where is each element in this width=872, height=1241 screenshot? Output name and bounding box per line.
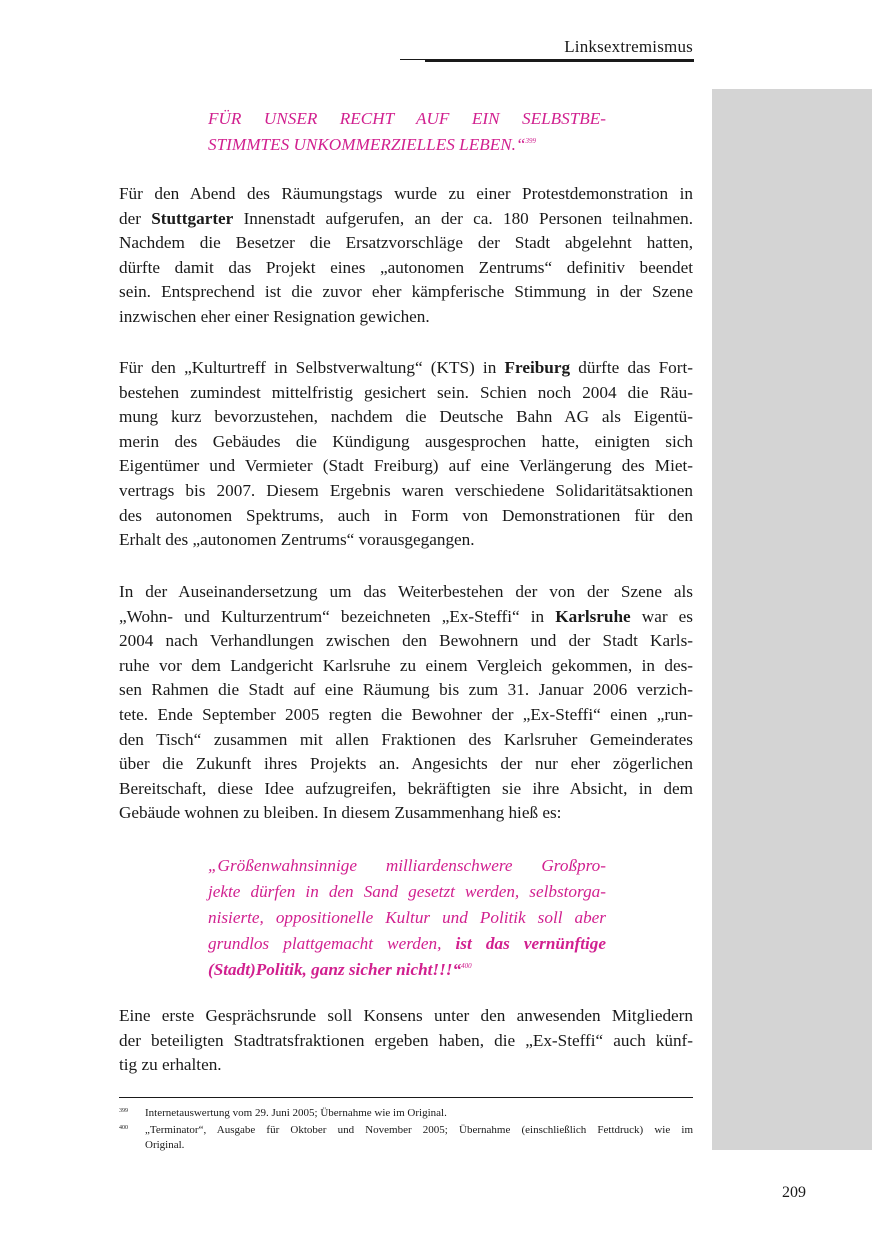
text-line bbox=[119, 256, 693, 281]
text-run: vertrags bis 2007. Diesem Ergebnis waren verschiedene Solidaritätsaktionen bbox=[119, 480, 693, 500]
text-run: den Tisch“ zusammen mit allen Fraktionen des Karlsruher Gemeinderates bbox=[119, 729, 693, 749]
text-run: Bereitschaft, diese Idee aufzugreifen, bekräftigten sie ihre Absicht, in dem bbox=[119, 778, 693, 798]
text-line bbox=[119, 777, 693, 802]
footnote-number: 399 bbox=[119, 1108, 128, 1114]
text-run: Erhalt des „autonomen Zentrums“ vorausgegangen. bbox=[119, 530, 475, 550]
text-run: der beteiligten Stadtratsfraktionen ergeben haben, die „Ex-Steffi“ auch künf- bbox=[119, 1030, 693, 1050]
text-line bbox=[119, 454, 693, 479]
text-line bbox=[119, 405, 693, 430]
text-run: inzwischen eher einer Resignation gewichen. bbox=[119, 306, 430, 326]
quote-line: FÜR UNSER RECHT AUF EIN SELBSTBE- bbox=[208, 109, 606, 128]
text-run: ruhe vor dem Landgericht Karlsruhe zu einem Vergleich gekommen, in des- bbox=[119, 655, 693, 675]
text-line bbox=[119, 703, 693, 728]
text-run: mung kurz bevorzustehen, nachdem die Deutsche Bahn AG als Eigentü- bbox=[119, 407, 693, 427]
text-line bbox=[119, 528, 693, 553]
text-run: dürfte damit das Projekt eines „autonomen Zentrums“ definitiv beendet bbox=[119, 257, 693, 277]
quote-block-2 bbox=[208, 853, 606, 983]
quote-line: jekte dürfen in den Sand gesetzt werden, selbstorga- bbox=[208, 882, 606, 901]
footnote-400 bbox=[119, 1123, 693, 1153]
running-header: Linksextremismus bbox=[564, 37, 693, 56]
margin-sidebar bbox=[712, 89, 872, 1150]
bold-place-name: Stuttgarter bbox=[151, 208, 234, 228]
text-line bbox=[119, 430, 693, 455]
text-line bbox=[119, 728, 693, 753]
text-run: tig zu erhalten. bbox=[119, 1055, 222, 1075]
text-run: In der Auseinandersetzung um das Weiterbestehen der von der Szene als bbox=[119, 582, 693, 601]
text-run: sein. Entsprechend ist die zuvor eher kämpferische Stimmung in der Szene bbox=[119, 282, 693, 302]
text-run: Eine erste Gesprächsrunde soll Konsens unter den anwesenden Mitgliedern bbox=[119, 1006, 693, 1025]
text-line bbox=[119, 356, 693, 381]
paragraph-gespraechsrunde bbox=[119, 1004, 693, 1078]
text-run: der bbox=[119, 208, 152, 228]
text-line bbox=[119, 752, 693, 777]
text-line bbox=[119, 381, 693, 406]
text-run: 2004 nach Verhandlungen zwischen den Bewohnern und der Stadt Karls- bbox=[119, 631, 693, 651]
text-line bbox=[119, 1053, 693, 1078]
text-run: Eigentümer und Vermieter (Stadt Freiburg) auf eine Verlängerung des Miet- bbox=[119, 456, 693, 476]
quote-line: grundlos plattgemacht werden, ist das vernünftige bbox=[208, 934, 607, 953]
text-line bbox=[119, 629, 693, 654]
quote-line: „Größenwahnsinnige milliardenschwere Großpro- bbox=[208, 856, 606, 875]
text-line bbox=[119, 305, 693, 330]
text-run: Für den „Kulturtreff in Selbstverwaltung“ (KTS) in bbox=[119, 358, 505, 377]
text-line bbox=[119, 479, 693, 504]
text-line bbox=[119, 207, 693, 232]
footnote-399 bbox=[119, 1106, 693, 1121]
text-line bbox=[119, 231, 693, 256]
text-run: war es bbox=[630, 606, 693, 626]
quote-line: STIMMTES UNKOMMERZIELLES LEBEN.“$^{399}$ bbox=[208, 135, 537, 154]
bold-place-name: Karlsruhe bbox=[555, 606, 631, 626]
text-run: des autonomen Spektrums, auch in Form von Demonstrationen für den bbox=[119, 505, 693, 525]
quote-line: (Stadt)Politik, ganz sicher nicht!!!“$^{400}$ bbox=[208, 960, 472, 979]
text-line bbox=[119, 1004, 693, 1029]
text-run: über die Zukunft ihres Projekts an. Angesichts der nur eher zögerlichen bbox=[119, 754, 693, 774]
paragraph-freiburg bbox=[119, 356, 693, 553]
text-run: dürfte das Fort- bbox=[570, 358, 693, 377]
footnote-number: 400 bbox=[119, 1125, 128, 1131]
text-run: sen Rahmen die Stadt auf eine Räumung bis zum 31. Januar 2006 verzich- bbox=[119, 680, 693, 700]
text-run: tete. Ende September 2005 regten die Bewohner der „Ex-Steffi“ einen „run- bbox=[119, 704, 693, 724]
footnote-separator bbox=[119, 1097, 693, 1098]
text-line bbox=[119, 801, 693, 826]
text-run: Für den Abend des Räumungstags wurde zu einer Protestdemonstration in bbox=[119, 184, 693, 203]
header-rule-bold bbox=[425, 60, 694, 62]
footnote-text: Internetauswertung vom 29. Juni 2005; Übernahme wie im Original. bbox=[145, 1107, 447, 1119]
text-run: Gebäude wohnen zu bleiben. In diesem Zusammenhang hieß es: bbox=[119, 803, 562, 823]
quote-line: nisierte, oppositionelle Kultur und Politik soll aber bbox=[208, 908, 606, 927]
footnote-ref-400[interactable]: 400 bbox=[461, 962, 472, 970]
text-line bbox=[119, 678, 693, 703]
text-run: merin des Gebäudes die Kündigung ausgesprochen hatte, einigten sich bbox=[119, 431, 693, 451]
text-run: Nachdem die Besetzer die Ersatzvorschläge der Stadt abgelehnt hatten, bbox=[119, 233, 693, 253]
page-number: 209 bbox=[782, 1184, 806, 1201]
bold-place-name: Freiburg bbox=[504, 358, 571, 377]
text-line bbox=[119, 580, 693, 605]
text-line bbox=[119, 280, 693, 305]
text-run: bestehen zumindest mittelfristig gesichert sein. Schien noch 2004 die Räu- bbox=[119, 382, 693, 402]
text-line bbox=[119, 654, 693, 679]
text-line bbox=[119, 504, 693, 529]
footnote-ref-399[interactable]: 399 bbox=[525, 137, 537, 145]
text-run: Innenstadt aufgerufen, an der ca. 180 Personen teilnahmen. bbox=[233, 208, 693, 228]
paragraph-karlsruhe bbox=[119, 580, 693, 826]
text-line bbox=[119, 1029, 693, 1054]
footnote-text: „Terminator“, Ausgabe für Oktober und November 2005; Übernahme (einschließlich Fettdruck) wie im Original. bbox=[145, 1124, 693, 1151]
paragraph-stuttgart bbox=[119, 182, 693, 330]
text-line bbox=[119, 605, 693, 630]
quote-block-1 bbox=[208, 106, 606, 158]
text-run: „Wohn- und Kulturzentrum“ bezeichneten „Ex-Steffi“ in bbox=[119, 606, 556, 626]
text-line bbox=[119, 182, 693, 207]
